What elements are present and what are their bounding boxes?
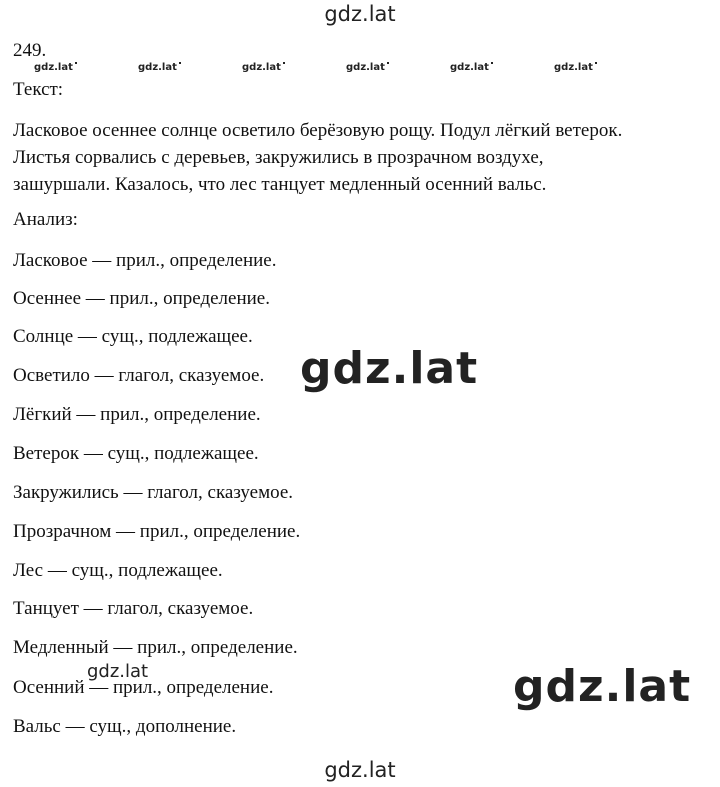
watermark-small: gdz.lat (242, 62, 285, 73)
watermark-medium: gdz.lat (87, 661, 149, 682)
text-line: Ласковое осеннее солнце осветило берёзовую рощу. Подул лёгкий ветерок. (13, 120, 623, 141)
analysis-item: Ласковое — прил., определение. (13, 250, 277, 271)
watermark-small: gdz.lat (138, 62, 181, 73)
analysis-item: Закружились — глагол, сказуемое. (13, 482, 294, 503)
watermark-row (0, 62, 720, 76)
analysis-item: Вальс — сущ., дополнение. (13, 716, 237, 737)
watermark-small: gdz.lat (450, 62, 493, 73)
analysis-label: Анализ: (13, 209, 78, 230)
text-line: Листья сорвались с деревьев, закружились в прозрачном воздухе, (13, 147, 544, 168)
watermark-small: gdz.lat (34, 62, 77, 73)
text-line: зашуршали. Казалось, что лес танцует медленный осенний вальс. (13, 174, 547, 195)
analysis-item: Лес — сущ., подлежащее. (13, 560, 223, 581)
watermark-small: gdz.lat (346, 62, 389, 73)
analysis-item: Медленный — прил., определение. (13, 637, 298, 658)
text-label: Текст: (13, 79, 64, 100)
analysis-item: Прозрачном — прил., определение. (13, 521, 301, 542)
analysis-item: Лёгкий — прил., определение. (13, 404, 261, 425)
analysis-item: Осенний — прил., определение. (13, 677, 274, 698)
watermark-top: gdz.lat (324, 2, 396, 26)
analysis-item: Осеннее — прил., определение. (13, 288, 270, 309)
analysis-item: Солнце — сущ., подлежащее. (13, 326, 253, 347)
watermark-bottom: gdz.lat (324, 758, 396, 782)
analysis-item: Танцует — глагол, сказуемое. (13, 598, 254, 619)
watermark-small: gdz.lat (554, 62, 597, 73)
watermark-large: gdz.lat (300, 343, 479, 394)
watermark-large: gdz.lat (513, 661, 692, 712)
exercise-number: 249. (13, 40, 47, 61)
analysis-item: Ветерок — сущ., подлежащее. (13, 443, 259, 464)
analysis-item: Осветило — глагол, сказуемое. (13, 365, 265, 386)
